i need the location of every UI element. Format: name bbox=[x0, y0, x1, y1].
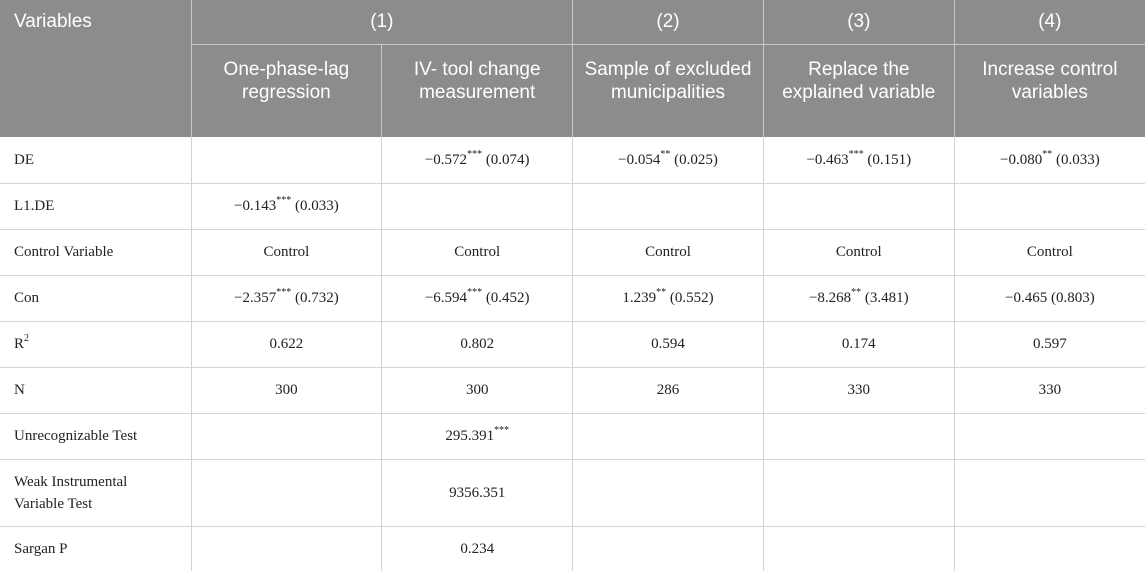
cell: 9356.351 bbox=[382, 459, 573, 526]
cell: 286 bbox=[573, 367, 764, 413]
cell bbox=[763, 459, 954, 526]
table-header bbox=[0, 0, 1145, 137]
row-label-l1de: L1.DE bbox=[0, 183, 191, 229]
table-row bbox=[0, 459, 1145, 526]
row-label-r2: $R^2$ bbox=[0, 321, 191, 367]
cell: Control bbox=[954, 229, 1145, 275]
cell: Control bbox=[763, 229, 954, 275]
cell bbox=[573, 413, 764, 459]
cell bbox=[573, 526, 764, 571]
subheader-iv-tool-change: IV- tool change measurement bbox=[382, 44, 573, 137]
table-row bbox=[0, 367, 1145, 413]
cell: −0.054** (0.025) bbox=[573, 137, 764, 183]
table-row bbox=[0, 137, 1145, 183]
cell bbox=[954, 183, 1145, 229]
cell bbox=[763, 526, 954, 571]
table-row bbox=[0, 183, 1145, 229]
cell: 300 bbox=[382, 367, 573, 413]
row-label-sargan: Sargan P bbox=[0, 526, 191, 571]
cell bbox=[191, 413, 382, 459]
row-label-de: DE bbox=[0, 137, 191, 183]
cell: 0.594 bbox=[573, 321, 764, 367]
cell: −2.357*** (0.732) bbox=[191, 275, 382, 321]
subheader-excluded-municipalities: Sample of excluded municipalities bbox=[573, 44, 764, 137]
cell: 0.597 bbox=[954, 321, 1145, 367]
subheader-one-phase-lag: One-phase-lag regression bbox=[191, 44, 382, 137]
group-header-3: (3) bbox=[763, 0, 954, 44]
cell bbox=[573, 183, 764, 229]
cell bbox=[191, 137, 382, 183]
subheader-increase-controls: Increase control variables bbox=[954, 44, 1145, 137]
cell: Control bbox=[573, 229, 764, 275]
cell: −0.463*** (0.151) bbox=[763, 137, 954, 183]
table-body bbox=[0, 137, 1145, 571]
cell: 1.239** (0.552) bbox=[573, 275, 764, 321]
cell: −0.465 (0.803) bbox=[954, 275, 1145, 321]
row-label-n: N bbox=[0, 367, 191, 413]
variables-header: Variables bbox=[0, 0, 191, 137]
cell bbox=[191, 526, 382, 571]
table-row bbox=[0, 275, 1145, 321]
cell: Control bbox=[382, 229, 573, 275]
table-row bbox=[0, 413, 1145, 459]
group-header-2: (2) bbox=[573, 0, 764, 44]
row-label-unrecognizable: Unrecognizable Test bbox=[0, 413, 191, 459]
cell: −8.268** (3.481) bbox=[763, 275, 954, 321]
table-row bbox=[0, 321, 1145, 367]
cell: 0.174 bbox=[763, 321, 954, 367]
table-row bbox=[0, 526, 1145, 571]
cell bbox=[573, 459, 764, 526]
cell: 330 bbox=[763, 367, 954, 413]
cell bbox=[954, 526, 1145, 571]
row-label-con: Con bbox=[0, 275, 191, 321]
cell: −0.143*** (0.033) bbox=[191, 183, 382, 229]
cell bbox=[763, 183, 954, 229]
cell bbox=[954, 413, 1145, 459]
cell: −6.594*** (0.452) bbox=[382, 275, 573, 321]
row-label-control: Control Variable bbox=[0, 229, 191, 275]
row-label-weak-iv: Weak Instrumental Variable Test bbox=[0, 459, 191, 526]
cell: −0.572*** (0.074) bbox=[382, 137, 573, 183]
cell bbox=[763, 413, 954, 459]
cell bbox=[191, 459, 382, 526]
cell: 0.622 bbox=[191, 321, 382, 367]
cell: 330 bbox=[954, 367, 1145, 413]
group-header-4: (4) bbox=[954, 0, 1145, 44]
cell bbox=[954, 459, 1145, 526]
table-row bbox=[0, 229, 1145, 275]
cell: 300 bbox=[191, 367, 382, 413]
cell: 0.802 bbox=[382, 321, 573, 367]
cell: Control bbox=[191, 229, 382, 275]
subheader-replace-explained: Replace the explained variable bbox=[763, 44, 954, 137]
cell: 295.391*** bbox=[382, 413, 573, 459]
group-header-1: (1) bbox=[191, 0, 573, 44]
cell bbox=[382, 183, 573, 229]
cell: −0.080** (0.033) bbox=[954, 137, 1145, 183]
cell: 0.234 bbox=[382, 526, 573, 571]
